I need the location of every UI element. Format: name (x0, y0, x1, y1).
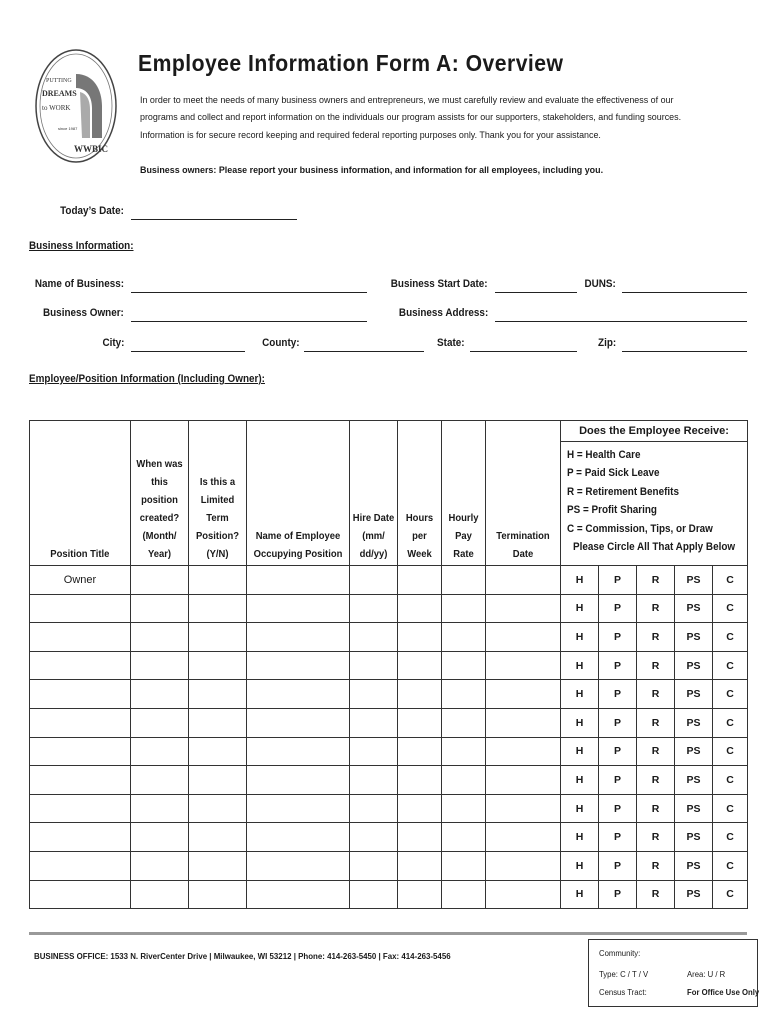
employee-info-heading: Employee/Position Information (Including Owner): (29, 373, 265, 385)
termination-date-cell[interactable] (486, 708, 561, 737)
hours-cell[interactable] (398, 651, 442, 680)
position-created-cell[interactable] (131, 823, 189, 852)
benefit-option-profit-sharing[interactable]: PS (675, 794, 713, 823)
form-title: Employee Information Form A: Overview (138, 50, 564, 76)
limited-term-cell[interactable] (189, 651, 247, 680)
position-title-cell[interactable] (30, 794, 131, 823)
position-title-cell[interactable] (30, 680, 131, 709)
table-row (30, 566, 748, 595)
header-benefits (561, 421, 748, 566)
limited-term-cell[interactable] (189, 880, 247, 909)
business-address-field[interactable] (495, 321, 747, 322)
position-title-cell[interactable] (30, 851, 131, 880)
benefit-option-profit-sharing[interactable]: PS (675, 737, 713, 766)
benefit-option-profit-sharing[interactable]: PS (675, 594, 713, 623)
benefit-option-commission[interactable]: C (713, 623, 748, 652)
position-title-cell[interactable] (30, 594, 131, 623)
benefit-option-commission[interactable]: C (713, 766, 748, 795)
benefit-option-paid-sick-leave[interactable]: P (599, 566, 637, 595)
limited-term-cell[interactable] (189, 594, 247, 623)
benefits-title: Does the Employee Receive: (561, 421, 747, 442)
hire-date-cell[interactable] (350, 737, 398, 766)
limited-term-cell[interactable] (189, 851, 247, 880)
position-title-cell[interactable] (30, 823, 131, 852)
limited-term-cell[interactable] (189, 623, 247, 652)
position-title-cell[interactable] (30, 880, 131, 909)
benefit-option-commission[interactable]: C (713, 851, 748, 880)
footer-divider (29, 932, 747, 935)
benefit-option-profit-sharing[interactable]: PS (675, 651, 713, 680)
todays-date-label: Today’s Date: (60, 205, 124, 217)
benefit-option-commission[interactable]: C (713, 708, 748, 737)
benefit-option-retirement[interactable]: R (637, 766, 675, 795)
position-created-cell[interactable] (131, 737, 189, 766)
hire-date-cell[interactable] (350, 794, 398, 823)
pay-rate-cell[interactable] (442, 708, 486, 737)
table-row (30, 823, 748, 852)
benefit-option-health-care[interactable]: H (561, 851, 599, 880)
employee-name-cell[interactable] (247, 823, 350, 852)
position-created-cell[interactable] (131, 651, 189, 680)
benefit-option-health-care[interactable]: H (561, 794, 599, 823)
termination-date-cell[interactable] (486, 651, 561, 680)
hours-cell[interactable] (398, 880, 442, 909)
header-limited-term: Is this a Limited Term Position? (Y/N) (189, 421, 247, 566)
benefits-legend (561, 442, 747, 538)
benefit-option-retirement[interactable]: R (637, 794, 675, 823)
logo-line2: DREAMS (42, 89, 77, 98)
benefit-option-retirement[interactable]: R (637, 680, 675, 709)
table-row (30, 766, 748, 795)
employee-name-cell[interactable] (247, 623, 350, 652)
pay-rate-cell[interactable] (442, 823, 486, 852)
benefit-option-commission[interactable]: C (713, 823, 748, 852)
zip-label: Zip: (597, 337, 616, 349)
benefit-option-health-care[interactable]: H (561, 651, 599, 680)
business-start-date-label: Business Start Date: (391, 278, 488, 290)
benefit-option-retirement[interactable]: R (637, 623, 675, 652)
benefit-option-paid-sick-leave[interactable]: P (599, 737, 637, 766)
city-label: City: (101, 337, 124, 349)
benefit-option-commission[interactable]: C (713, 737, 748, 766)
hire-date-cell[interactable] (350, 766, 398, 795)
position-created-cell[interactable] (131, 680, 189, 709)
benefit-option-paid-sick-leave[interactable]: P (599, 823, 637, 852)
pay-rate-cell[interactable] (442, 794, 486, 823)
table-row (30, 737, 748, 766)
intro-line-2: programs and collect and report information on the individuals our program assists for our supporters, stakeholders, and funding sources. (140, 112, 682, 123)
benefit-option-health-care[interactable]: H (561, 880, 599, 909)
type-label: Type: C / T / V (599, 969, 649, 979)
benefit-option-retirement[interactable]: R (637, 823, 675, 852)
hours-cell[interactable] (398, 594, 442, 623)
position-created-cell[interactable] (131, 766, 189, 795)
position-title-cell[interactable]: Owner (30, 566, 131, 595)
benefit-option-retirement[interactable]: R (637, 566, 675, 595)
termination-date-cell[interactable] (486, 680, 561, 709)
benefit-option-health-care[interactable]: H (561, 594, 599, 623)
header-position-created: When was this position created? (Month/ Year) (131, 421, 189, 566)
employee-name-cell[interactable] (247, 737, 350, 766)
logo-line3: to WORK (42, 104, 71, 112)
legend-ps: PS = Profit Sharing (567, 504, 657, 517)
termination-date-cell[interactable] (486, 794, 561, 823)
employee-name-cell[interactable] (247, 651, 350, 680)
table-row (30, 851, 748, 880)
position-created-cell[interactable] (131, 794, 189, 823)
wwbic-logo (32, 46, 122, 174)
hours-cell[interactable] (398, 823, 442, 852)
benefit-option-profit-sharing[interactable]: PS (675, 851, 713, 880)
benefit-option-retirement[interactable]: R (637, 594, 675, 623)
pay-rate-cell[interactable] (442, 566, 486, 595)
employee-name-cell[interactable] (247, 566, 350, 595)
hire-date-cell[interactable] (350, 823, 398, 852)
business-office-footer: BUSINESS OFFICE: 1533 N. RiverCenter Drive | Milwaukee, WI 53212 | Phone: 414-263-5450 | Fax: 414-263-5456 (34, 951, 451, 961)
benefit-option-retirement[interactable]: R (637, 737, 675, 766)
hours-cell[interactable] (398, 766, 442, 795)
business-start-date-field[interactable] (495, 292, 577, 293)
office-use-box (588, 939, 758, 1007)
employee-name-cell[interactable] (247, 851, 350, 880)
benefit-option-health-care[interactable]: H (561, 708, 599, 737)
pay-rate-cell[interactable] (442, 623, 486, 652)
intro-line-3: Information is for secure record keeping and required federal reporting purposes only. Thank you for your assistance. (140, 130, 601, 141)
limited-term-cell[interactable] (189, 737, 247, 766)
hire-date-cell[interactable] (350, 566, 398, 595)
benefit-option-commission[interactable]: C (713, 680, 748, 709)
benefit-option-profit-sharing[interactable]: PS (675, 566, 713, 595)
hire-date-cell[interactable] (350, 680, 398, 709)
termination-date-cell[interactable] (486, 851, 561, 880)
header-employee-name: Name of Employee Occupying Position (247, 421, 350, 566)
hours-cell[interactable] (398, 708, 442, 737)
limited-term-cell[interactable] (189, 823, 247, 852)
header-hourly-pay-rate: Hourly Pay Rate (442, 421, 486, 566)
hire-date-cell[interactable] (350, 651, 398, 680)
benefit-option-health-care[interactable]: H (561, 766, 599, 795)
city-field[interactable] (131, 351, 245, 352)
benefit-option-profit-sharing[interactable]: PS (675, 623, 713, 652)
business-owner-label: Business Owner: (43, 307, 124, 319)
zip-field[interactable] (622, 351, 747, 352)
header-hours-per-week: Hours per Week (398, 421, 442, 566)
legend-h: H = Health Care (567, 449, 641, 461)
hire-date-cell[interactable] (350, 623, 398, 652)
benefit-option-commission[interactable]: C (713, 594, 748, 623)
hours-cell[interactable] (398, 794, 442, 823)
benefit-option-profit-sharing[interactable]: PS (675, 708, 713, 737)
benefit-option-commission[interactable]: C (713, 566, 748, 595)
benefit-option-profit-sharing[interactable]: PS (675, 680, 713, 709)
business-name-label: Name of Business: (34, 278, 124, 290)
intro-line-1: In order to meet the needs of many business owners and entrepreneurs, we must carefully review and evaluate the effectiveness of our (140, 95, 674, 106)
pay-rate-cell[interactable] (442, 880, 486, 909)
position-title-cell[interactable] (30, 623, 131, 652)
pay-rate-cell[interactable] (442, 680, 486, 709)
legend-p: P = Paid Sick Leave (567, 467, 660, 480)
position-created-cell[interactable] (131, 880, 189, 909)
position-title-cell[interactable] (30, 766, 131, 795)
hours-cell[interactable] (398, 851, 442, 880)
benefit-option-profit-sharing[interactable]: PS (675, 766, 713, 795)
table-row (30, 651, 748, 680)
position-created-cell[interactable] (131, 594, 189, 623)
benefit-option-commission[interactable]: C (713, 651, 748, 680)
benefit-option-paid-sick-leave[interactable]: P (599, 880, 637, 909)
hire-date-cell[interactable] (350, 880, 398, 909)
position-created-cell[interactable] (131, 566, 189, 595)
benefit-option-profit-sharing[interactable]: PS (675, 823, 713, 852)
table-row (30, 680, 748, 709)
limited-term-cell[interactable] (189, 708, 247, 737)
termination-date-cell[interactable] (486, 880, 561, 909)
benefit-option-paid-sick-leave[interactable]: P (599, 651, 637, 680)
county-label: County: (262, 337, 300, 349)
hours-cell[interactable] (398, 566, 442, 595)
business-address-label: Business Address: (398, 307, 488, 319)
table-row (30, 623, 748, 652)
community-label: Community: (599, 948, 641, 958)
benefit-option-paid-sick-leave[interactable]: P (599, 680, 637, 709)
logo-line1: PUTTING (46, 78, 72, 84)
table-row (30, 708, 748, 737)
benefit-option-paid-sick-leave[interactable]: P (599, 708, 637, 737)
termination-date-cell[interactable] (486, 594, 561, 623)
termination-date-cell[interactable] (486, 823, 561, 852)
benefit-option-retirement[interactable]: R (637, 651, 675, 680)
position-title-cell[interactable] (30, 737, 131, 766)
legend-r: R = Retirement Benefits (567, 485, 679, 498)
business-owner-field[interactable] (131, 321, 367, 322)
benefit-option-retirement[interactable]: R (637, 851, 675, 880)
benefit-option-paid-sick-leave[interactable]: P (599, 794, 637, 823)
benefit-option-retirement[interactable]: R (637, 708, 675, 737)
benefit-option-commission[interactable]: C (713, 794, 748, 823)
instruction-text: Business owners: Please report your business information, and information for all employees, including you. (140, 165, 604, 176)
position-created-cell[interactable] (131, 708, 189, 737)
benefit-option-health-care[interactable]: H (561, 823, 599, 852)
termination-date-cell[interactable] (486, 766, 561, 795)
employee-name-cell[interactable] (247, 680, 350, 709)
census-tract-label: Census Tract: (599, 987, 647, 997)
duns-label: DUNS: (584, 278, 616, 290)
office-use-label: For Office Use Only (687, 987, 760, 997)
employee-table (29, 420, 747, 900)
table-row (30, 594, 748, 623)
benefit-option-profit-sharing[interactable]: PS (675, 880, 713, 909)
todays-date-field[interactable] (131, 219, 297, 220)
logo-since: since 1987 (58, 126, 78, 131)
duns-field[interactable] (622, 292, 747, 293)
benefit-option-paid-sick-leave[interactable]: P (599, 623, 637, 652)
benefit-option-paid-sick-leave[interactable]: P (599, 594, 637, 623)
pay-rate-cell[interactable] (442, 594, 486, 623)
benefit-option-paid-sick-leave[interactable]: P (599, 766, 637, 795)
termination-date-cell[interactable] (486, 566, 561, 595)
position-created-cell[interactable] (131, 851, 189, 880)
hire-date-cell[interactable] (350, 594, 398, 623)
position-title-cell[interactable] (30, 708, 131, 737)
table-row (30, 880, 748, 909)
employee-name-cell[interactable] (247, 594, 350, 623)
benefit-option-health-care[interactable]: H (561, 566, 599, 595)
employee-name-cell[interactable] (247, 880, 350, 909)
employee-name-cell[interactable] (247, 708, 350, 737)
pay-rate-cell[interactable] (442, 651, 486, 680)
header-hire-date: Hire Date (mm/ dd/yy) (350, 421, 398, 566)
hours-cell[interactable] (398, 680, 442, 709)
employee-name-cell[interactable] (247, 766, 350, 795)
benefit-option-paid-sick-leave[interactable]: P (599, 851, 637, 880)
hire-date-cell[interactable] (350, 851, 398, 880)
header-position-title: Position Title (30, 421, 131, 566)
position-created-cell[interactable] (131, 623, 189, 652)
hours-cell[interactable] (398, 737, 442, 766)
employee-name-cell[interactable] (247, 794, 350, 823)
legend-c: C = Commission, Tips, or Draw (567, 522, 713, 535)
county-field[interactable] (304, 351, 424, 352)
state-field[interactable] (470, 351, 577, 352)
limited-term-cell[interactable] (189, 766, 247, 795)
benefit-option-retirement[interactable]: R (637, 880, 675, 909)
benefits-caption: Please Circle All That Apply Below (572, 541, 736, 554)
pay-rate-cell[interactable] (442, 737, 486, 766)
limited-term-cell[interactable] (189, 794, 247, 823)
benefit-option-commission[interactable]: C (713, 880, 748, 909)
benefit-option-health-care[interactable]: H (561, 737, 599, 766)
header-termination-date: Termination Date (486, 421, 561, 566)
logo-org: WWBIC (74, 144, 109, 154)
pay-rate-cell[interactable] (442, 766, 486, 795)
limited-term-cell[interactable] (189, 680, 247, 709)
termination-date-cell[interactable] (486, 623, 561, 652)
table-row (30, 794, 748, 823)
hours-cell[interactable] (398, 623, 442, 652)
business-name-field[interactable] (131, 292, 367, 293)
business-info-heading: Business Information: (29, 240, 134, 252)
benefit-option-health-care[interactable]: H (561, 680, 599, 709)
area-label: Area: U / R (687, 969, 726, 979)
benefit-option-health-care[interactable]: H (561, 623, 599, 652)
termination-date-cell[interactable] (486, 737, 561, 766)
pay-rate-cell[interactable] (442, 851, 486, 880)
position-title-cell[interactable] (30, 651, 131, 680)
limited-term-cell[interactable] (189, 566, 247, 595)
state-label: State: (437, 337, 465, 349)
hire-date-cell[interactable] (350, 708, 398, 737)
